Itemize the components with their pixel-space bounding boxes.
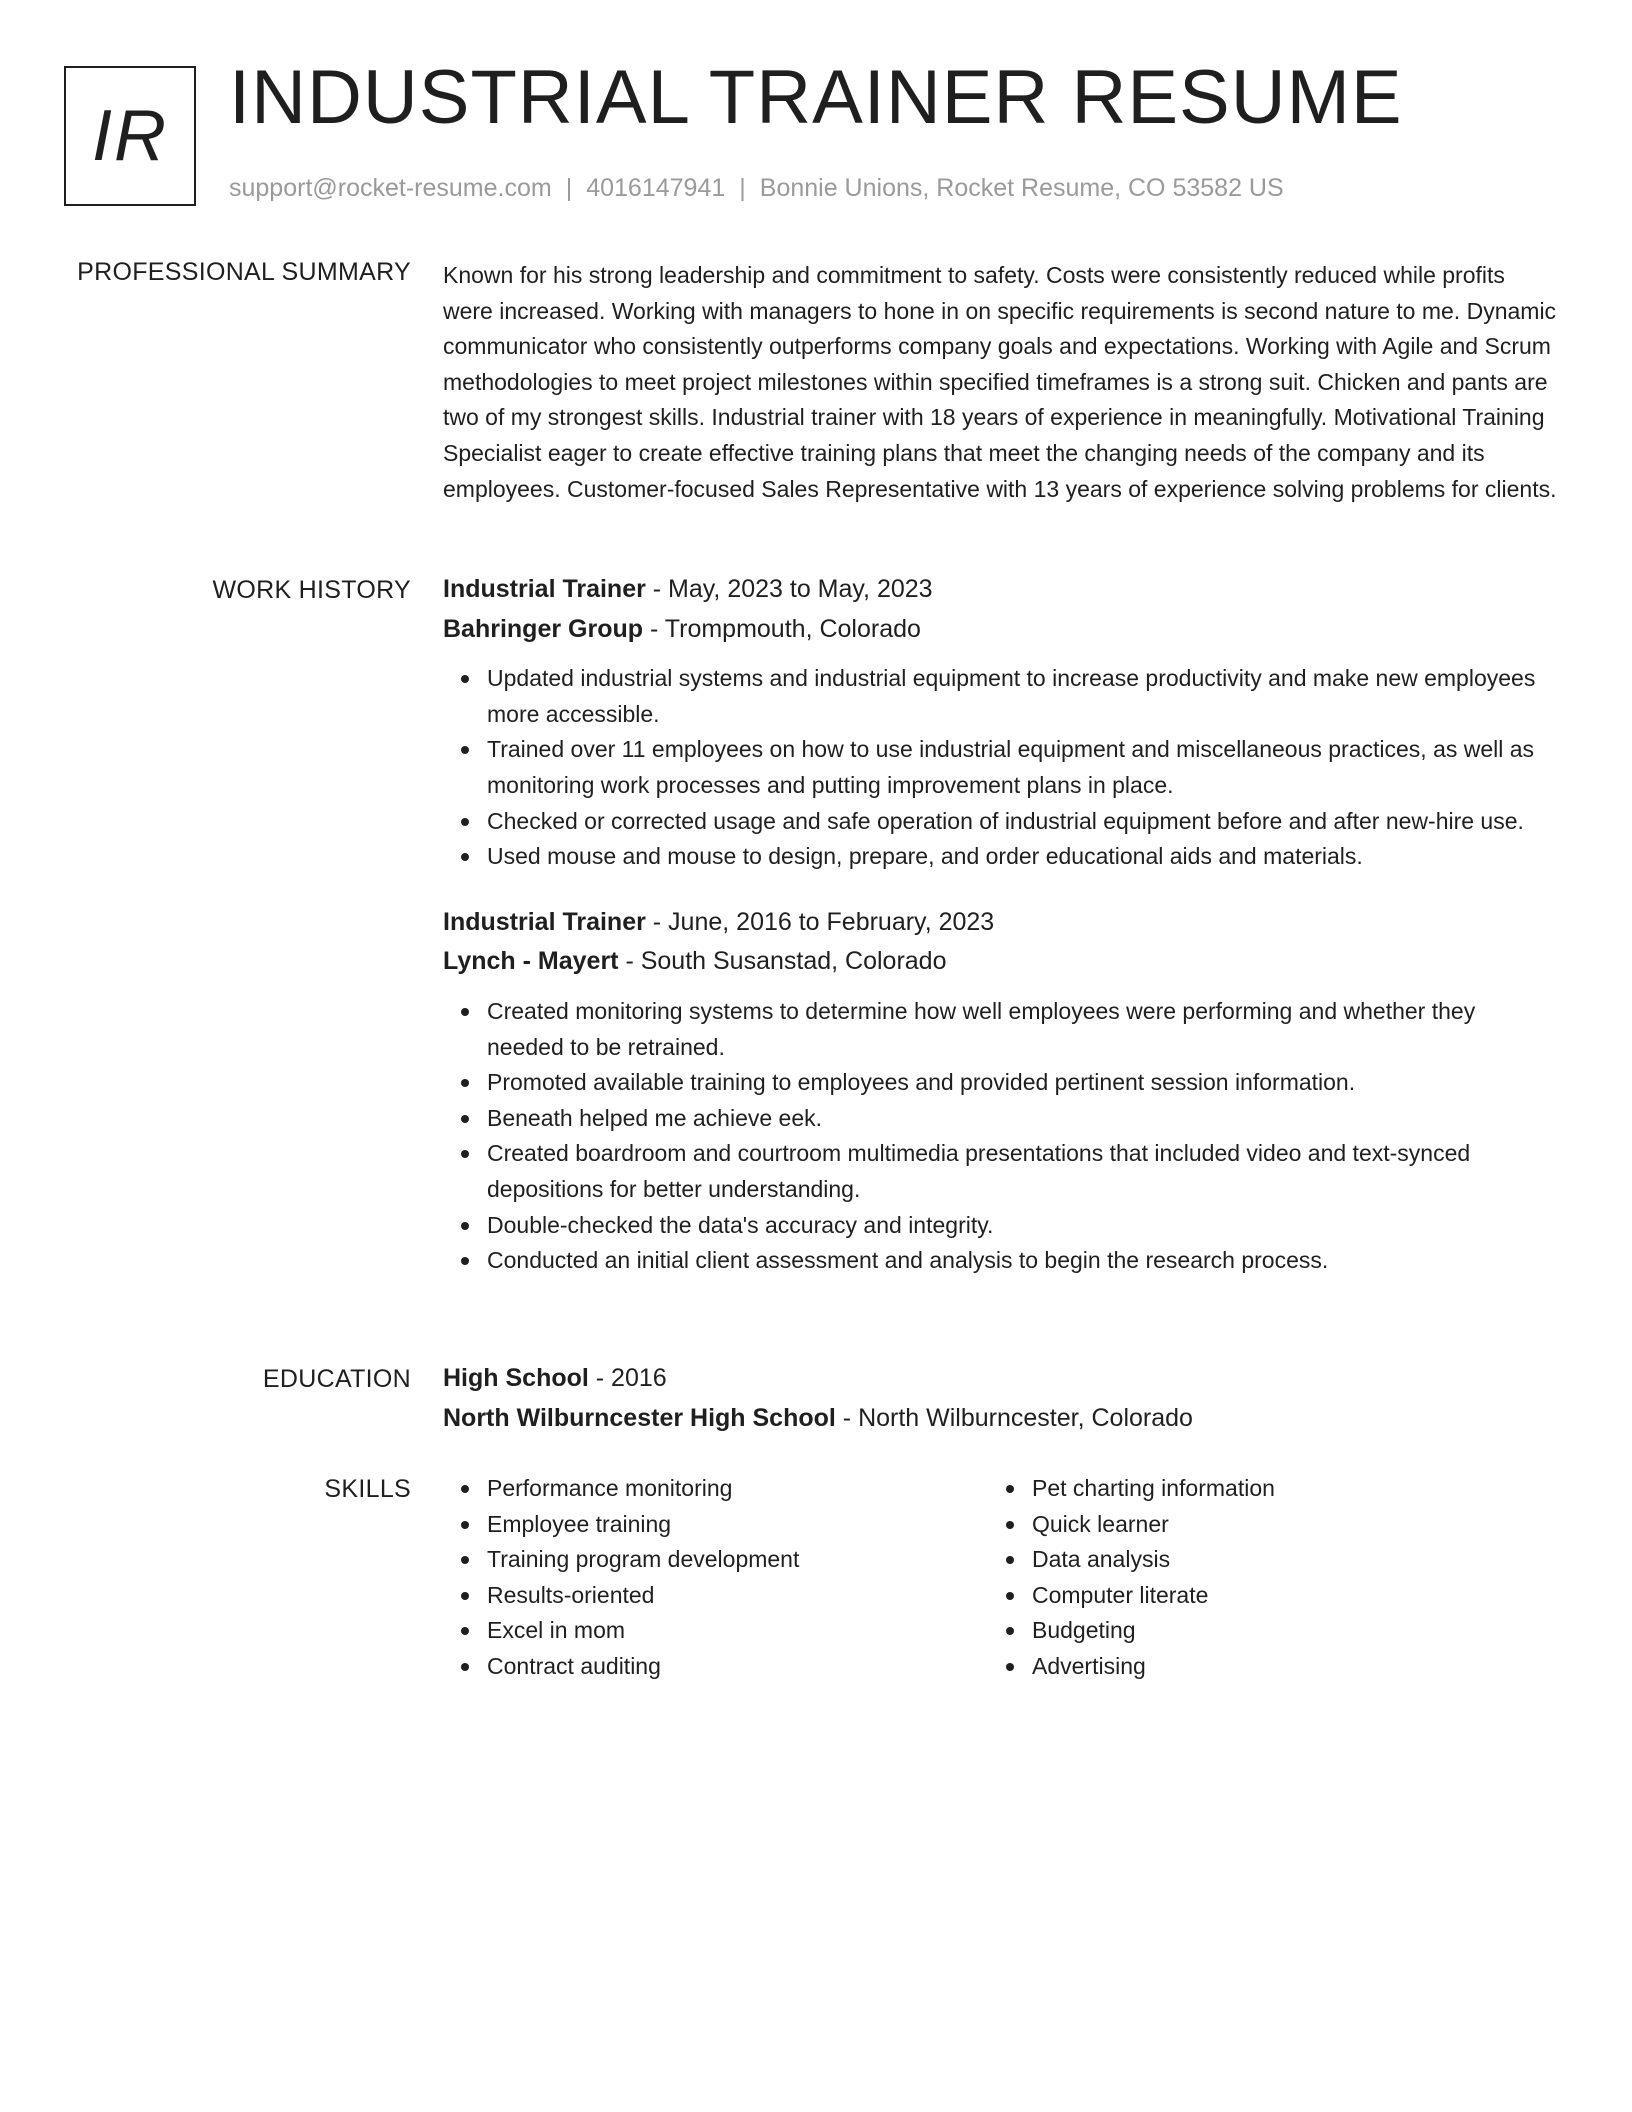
job-title-line: [443, 903, 1558, 943]
job-title-line: [443, 570, 1558, 610]
job-location: - Trompmouth, Colorado: [643, 614, 921, 643]
job-dates: - May, 2023 to May, 2023: [645, 575, 933, 603]
education-year: - 2016: [588, 1364, 667, 1392]
job-company: Bahringer Group: [443, 614, 644, 643]
contact-email: support@rocket-resume.com: [229, 174, 552, 202]
skill-item: Excel in mom: [487, 1613, 988, 1649]
education-body: [443, 1359, 1558, 1438]
contact-separator: |: [739, 174, 746, 202]
skill-item: Contract auditing: [487, 1649, 988, 1685]
job-entry: [443, 903, 1558, 1279]
job-entry: [443, 570, 1558, 875]
skills-list: [443, 1471, 988, 1685]
skill-item: Budgeting: [1032, 1613, 1533, 1649]
job-title: Industrial Trainer: [443, 907, 646, 936]
contact-address: Bonnie Unions, Rocket Resume, CO 53582 US: [759, 174, 1284, 202]
job-dates: - June, 2016 to February, 2023: [645, 907, 995, 936]
job-company-line: [443, 942, 1558, 982]
job-bullet: Promoted available training to employees and provided pertinent session information.: [487, 1065, 1558, 1101]
job-bullet: Double-checked the data's accuracy and integrity.: [487, 1208, 1558, 1244]
job-company: Lynch - Mayert: [443, 947, 619, 976]
skill-item: Pet charting information: [1032, 1471, 1533, 1507]
summary-body: [443, 258, 1558, 507]
skill-item: Quick learner: [1032, 1507, 1533, 1543]
skill-item: Employee training: [487, 1507, 988, 1543]
skill-item: Data analysis: [1032, 1542, 1533, 1578]
skills-column-right: [988, 1471, 1533, 1685]
summary-text: Known for his strong leadership and commitment to safety. Costs were consistently reduced while profits were increased. Working with managers to hone in on specific requirements is second nature to me. Dynamic communicator who consistently outperforms company goals and expectations. Working with Agile and Scrum methodologies to meet project milestones within specified timeframes is a strong suit. Chicken and pants are two of my strongest skills. Industrial trainer with 18 years of experience in meaningfully. Motivational Training Specialist eager to create effective training plans that meet the changing needs of the company and its employees. Customer-focused Sales Representative with 13 years of experience solving problems for clients.: [443, 262, 1557, 502]
job-bullet: Conducted an initial client assessment and analysis to begin the research process.: [487, 1243, 1558, 1279]
education-location: - North Wilburncester, Colorado: [835, 1403, 1193, 1432]
skill-item: Performance monitoring: [487, 1471, 988, 1507]
skills-body: [443, 1471, 1558, 1685]
job-bullet: Created boardroom and courtroom multimedia presentations that included video and text-synced depositions for better understanding.: [487, 1136, 1558, 1207]
work-heading: WORK HISTORY: [212, 576, 411, 604]
skill-item: Results-oriented: [487, 1578, 988, 1614]
contact-line: [229, 174, 1284, 203]
job-bullets: [443, 994, 1558, 1279]
skills-heading: SKILLS: [324, 1475, 411, 1503]
work-body: [443, 570, 1558, 1279]
education-degree-line: [443, 1359, 1558, 1399]
monogram-logo: IR: [64, 66, 196, 206]
education-heading: EDUCATION: [262, 1365, 411, 1393]
job-location: - South Susanstad, Colorado: [618, 947, 947, 976]
skill-item: Advertising: [1032, 1649, 1533, 1685]
education-school-line: [443, 1399, 1558, 1439]
contact-phone: 4016147941: [586, 174, 726, 202]
job-bullet: Created monitoring systems to determine how well employees were performing and whether they needed to be retrained.: [487, 994, 1558, 1065]
job-company-line: [443, 610, 1558, 650]
job-bullets: [443, 661, 1558, 875]
skills-list: [988, 1471, 1533, 1685]
skill-item: Computer literate: [1032, 1578, 1533, 1614]
page-title: INDUSTRIAL TRAINER RESUME: [229, 55, 1403, 140]
job-bullet: Checked or corrected usage and safe operation of industrial equipment before and after new-hire use.: [487, 804, 1558, 840]
job-bullet: Trained over 11 employees on how to use industrial equipment and miscellaneous practices, as well as monitoring work processes and putting improvement plans in place.: [487, 732, 1558, 803]
skill-item: Training program development: [487, 1542, 988, 1578]
skills-columns: [443, 1471, 1558, 1685]
education-degree: High School: [443, 1364, 589, 1392]
job-bullet: Updated industrial systems and industrial equipment to increase productivity and make new employees more accessible.: [487, 661, 1558, 732]
skills-column-left: [443, 1471, 988, 1685]
summary-heading: PROFESSIONAL SUMMARY: [77, 258, 411, 286]
education-school: North Wilburncester High School: [443, 1403, 836, 1432]
contact-separator: |: [565, 174, 573, 202]
job-bullet: Beneath helped me achieve eek.: [487, 1101, 1558, 1137]
job-bullet: Used mouse and mouse to design, prepare, and order educational aids and materials.: [487, 839, 1558, 875]
job-title: Industrial Trainer: [443, 575, 646, 603]
